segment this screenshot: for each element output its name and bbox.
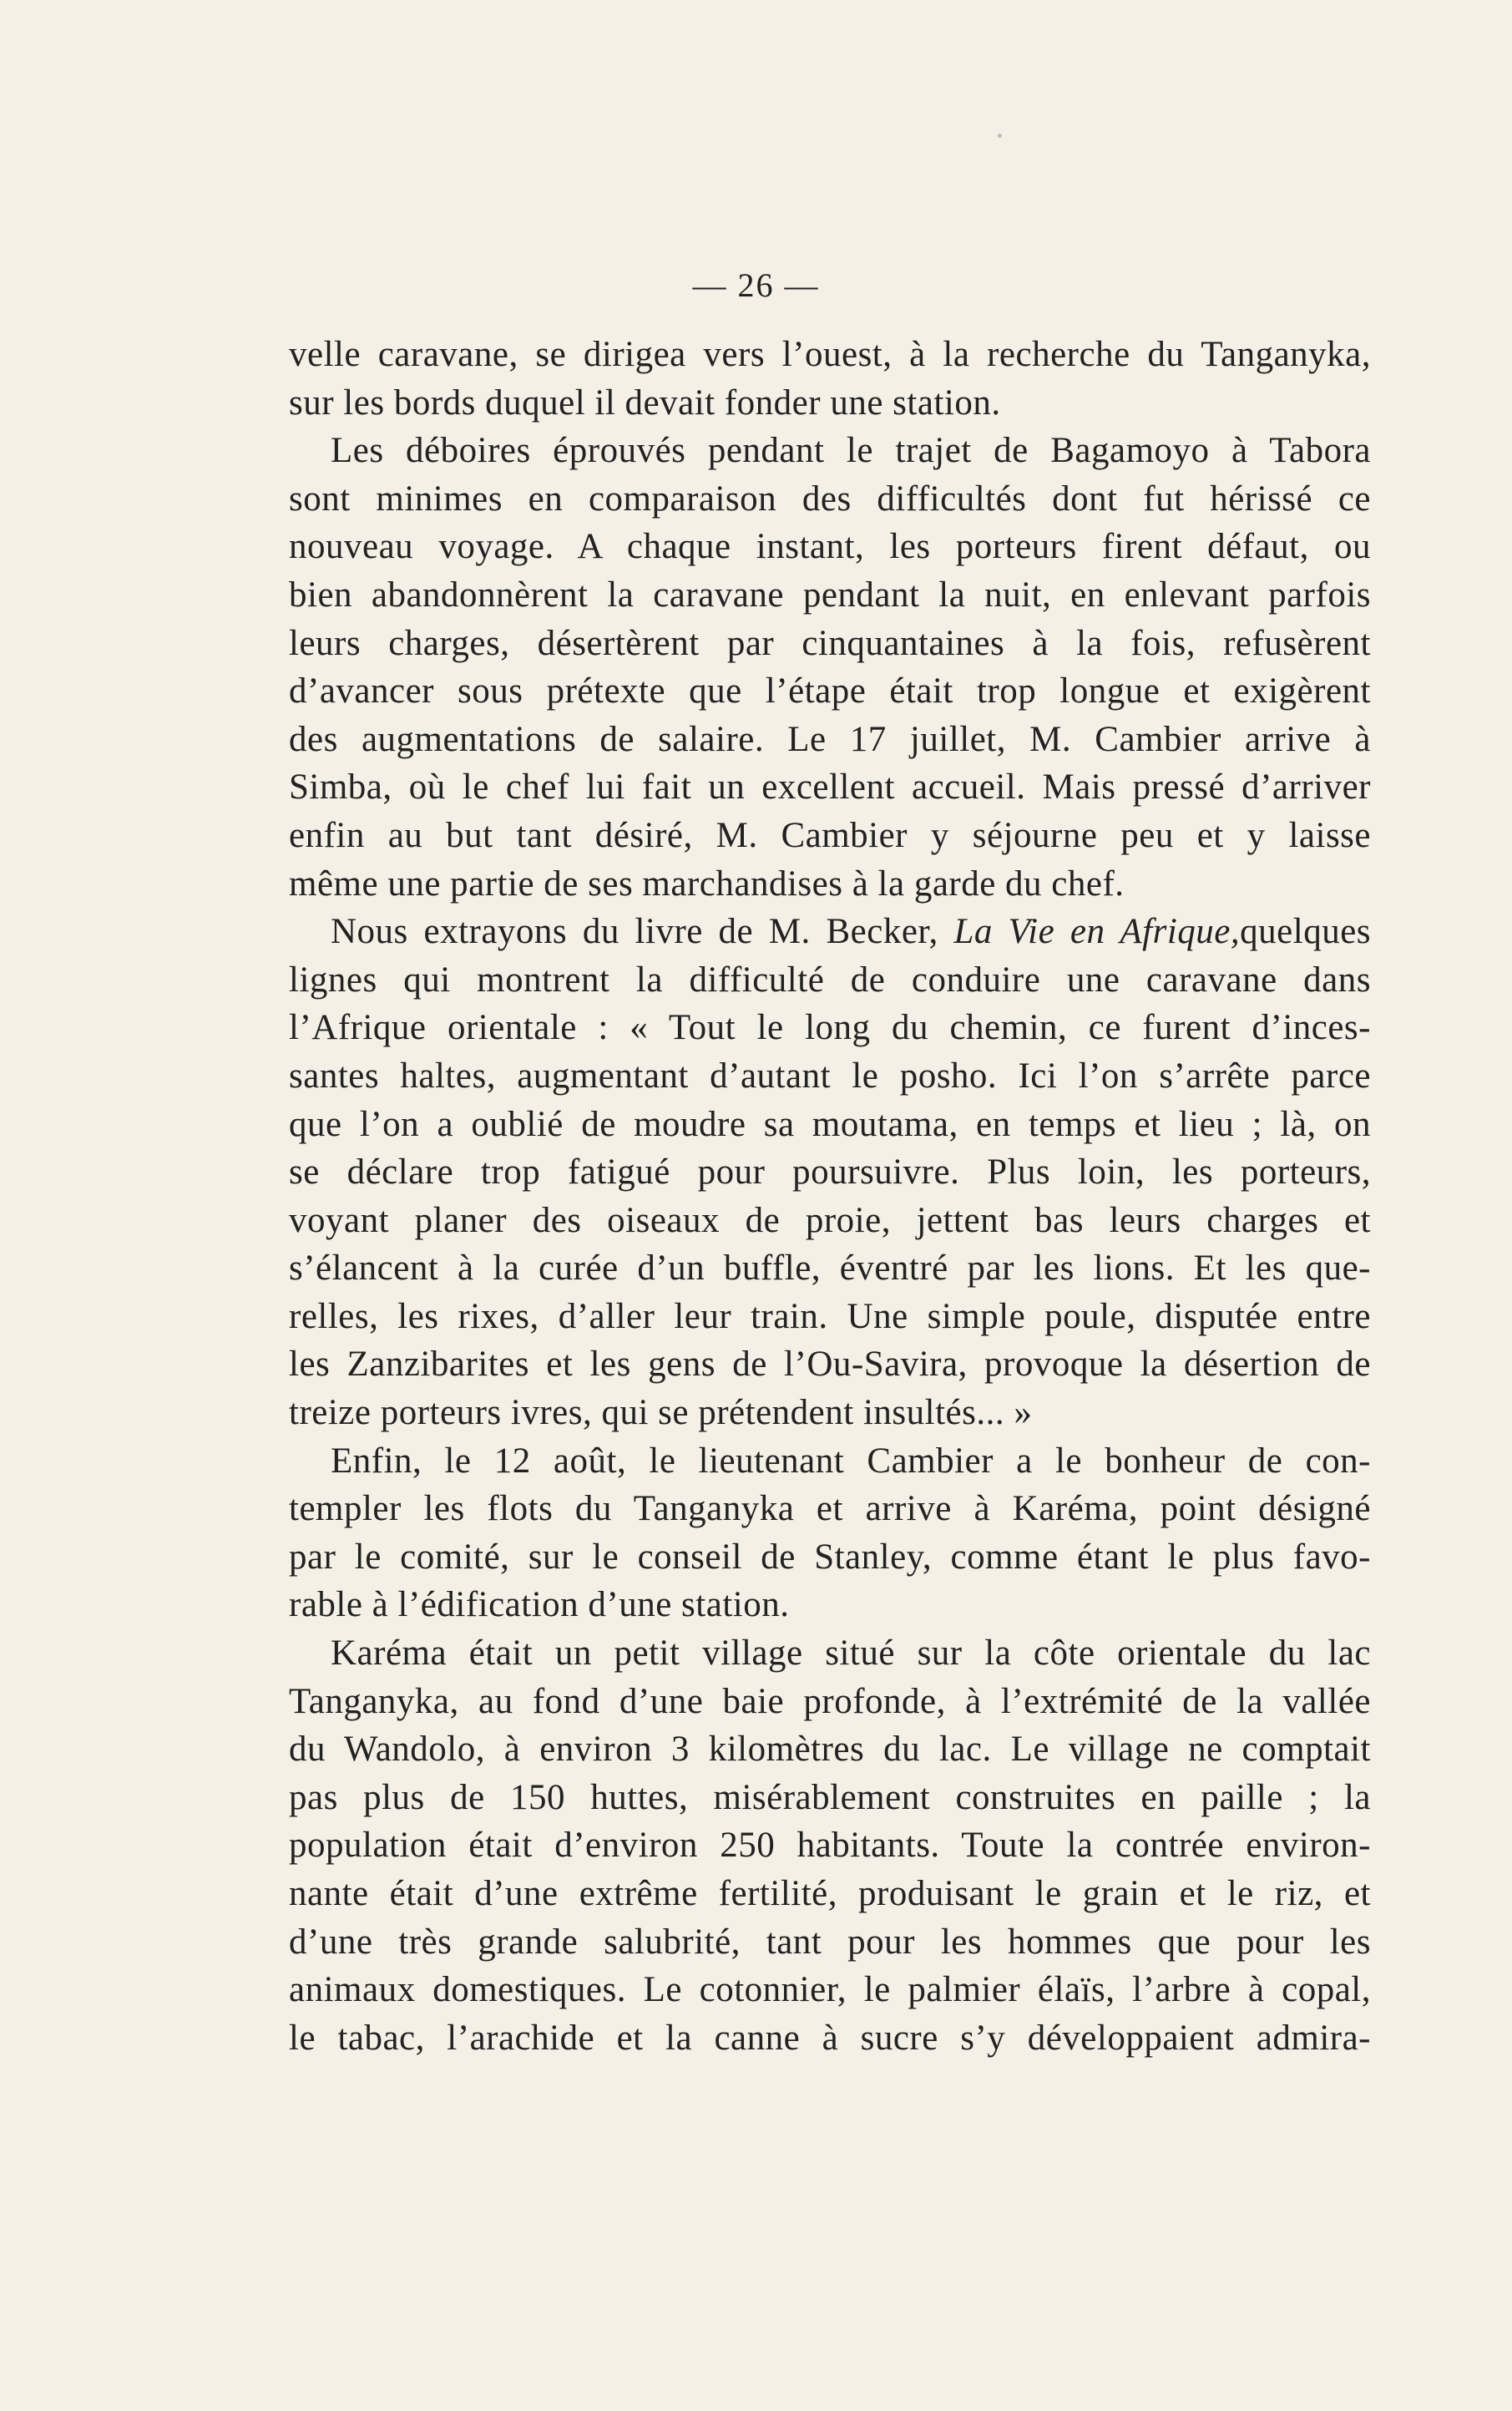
paragraph-start-line: Karéma était un petit village situé sur la côte orientale du lac	[331, 1634, 1371, 1674]
text-line: que l’on a oublié de moudre sa moutama, en temps et lieu ; là, on	[289, 1104, 1371, 1144]
text-line: population était d’environ 250 habitants. Toute la contrée environ-	[289, 1826, 1371, 1866]
text-line: le tabac, l’arachide et la canne à sucre s’y développaient admira-	[289, 2018, 1371, 2058]
text-line: bien abandonnèrent la caravane pendant la nuit, en enlevant parfois	[289, 575, 1371, 615]
text-line: les Zanzibarites et les gens de l’Ou-Savira, provoque la désertion de	[289, 1345, 1371, 1385]
text-line: s’élancent à la curée d’un buffle, éventré par les lions. Et les que-	[289, 1249, 1371, 1289]
becker-intro: Nous extrayons du livre de M. Becker,	[331, 912, 938, 952]
text-line: du Wandolo, à environ 3 kilomètres du lac. Le village ne comptait	[289, 1730, 1371, 1770]
paragraph-start-line	[289, 908, 1371, 956]
text-line: velle caravane, se dirigea vers l’ouest, à la recherche du Tanganyka,	[289, 335, 1371, 374]
text-line: d’une très grande salubrité, tant pour les hommes que pour les	[289, 1922, 1371, 1962]
paper-speck	[998, 134, 1002, 138]
page-number: — 26 —	[692, 266, 820, 304]
text-line: nouveau voyage. A chaque instant, les porteurs firent défaut, ou	[289, 527, 1371, 567]
text-line: animaux domestiques. Le cotonnier, le palmier élaïs, l’arbre à copal,	[289, 1970, 1371, 2010]
text-line: se déclare trop fatigué pour poursuivre. Plus loin, les porteurs,	[289, 1152, 1371, 1193]
text-line: d’avancer sous prétexte que l’étape était trop longue et exigèrent	[289, 671, 1371, 712]
text-line: des augmentations de salaire. Le 17 juillet, M. Cambier arrive à	[289, 719, 1371, 759]
text-line: sur les bords duquel il devait fonder une station.	[289, 382, 1001, 423]
text-line: voyant planer des oiseaux de proie, jettent bas leurs charges et	[289, 1200, 1371, 1240]
text-line: l’Afrique orientale : « Tout le long du chemin, ce furent d’inces-	[289, 1008, 1371, 1048]
text-line: rable à l’édification d’une station.	[289, 1585, 790, 1625]
text-line: enfin au but tant désiré, M. Cambier y séjourne peu et y laisse	[289, 815, 1371, 855]
text-line: relles, les rixes, d’aller leur train. Une simple poule, disputée entre	[289, 1296, 1371, 1336]
text-line: sont minimes en comparaison des difficultés dont fut hérissé ce	[289, 479, 1371, 519]
text-line: treize porteurs ivres, qui se prétendent insultés... »	[289, 1393, 1033, 1433]
text-line: lignes qui montrent la difficulté de conduire une caravane dans	[289, 960, 1371, 1000]
text-line: santes haltes, augmentant d’autant le posho. Ici l’on s’arrête parce	[289, 1056, 1371, 1096]
paragraph-start-line: Les déboires éprouvés pendant le trajet de Bagamoyo à Tabora	[331, 431, 1371, 471]
text-line: par le comité, sur le conseil de Stanley, comme étant le plus favo-	[289, 1537, 1371, 1577]
text-line: pas plus de 150 huttes, misérablement construites en paille ; la	[289, 1777, 1371, 1817]
book-title: La Vie en Afrique,	[953, 912, 1241, 952]
becker-after: quelques	[1240, 912, 1372, 952]
body-text	[289, 331, 1371, 2062]
text-line: Tanganyka, au fond d’une baie profonde, à l’extrémité de la vallée	[289, 1681, 1371, 1721]
text-line: templer les flots du Tanganyka et arrive à Karéma, point désigné	[289, 1489, 1371, 1529]
text-line: même une partie de ses marchandises à la garde du chef.	[289, 864, 1125, 904]
text-line: Simba, où le chef lui fait un excellent accueil. Mais pressé d’arriver	[289, 767, 1371, 808]
text-line: nante était d’une extrême fertilité, produisant le grain et le riz, et	[289, 1874, 1371, 1913]
text-line: leurs charges, désertèrent par cinquantaines à la fois, refusèrent	[289, 623, 1371, 663]
paragraph-start-line: Enfin, le 12 août, le lieutenant Cambier a le bonheur de con-	[331, 1441, 1371, 1481]
